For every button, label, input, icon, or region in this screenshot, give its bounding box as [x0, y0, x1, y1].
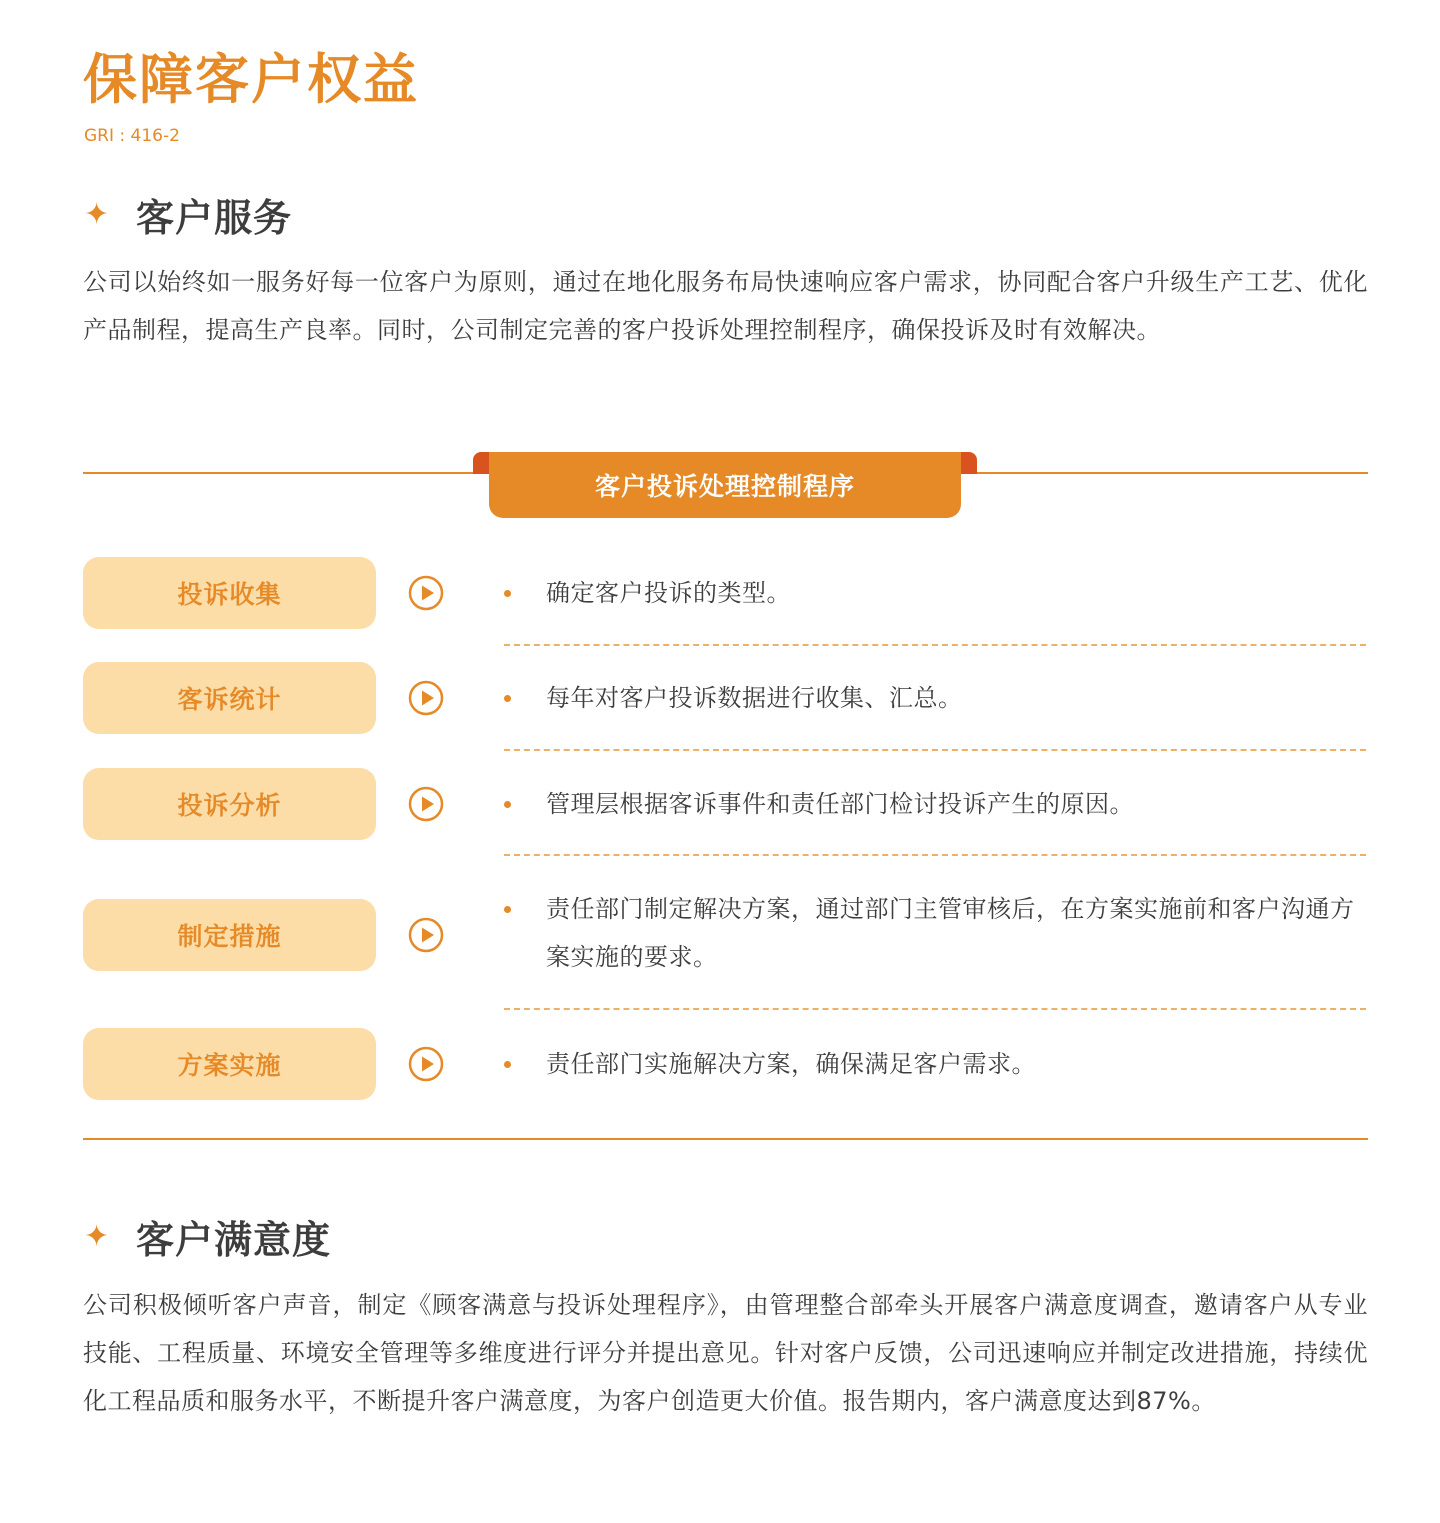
page-title: 保障客户权益	[83, 48, 419, 111]
gri-reference: GRI : 416-2	[84, 126, 180, 146]
section-heading-label: 客户服务	[136, 195, 293, 240]
dashed-separator	[504, 644, 1366, 646]
bullet-dot	[504, 590, 511, 597]
dashed-separator	[504, 854, 1366, 856]
step-description: 管理层根据客诉事件和责任部门检讨投诉产生的原因。	[546, 790, 1134, 818]
step-description: 确定客户投诉的类型。	[546, 579, 791, 607]
step-label-complaint-collection: 投诉收集	[83, 557, 376, 629]
step-label-plan-implementation: 方案实施	[83, 1028, 376, 1100]
play-circle-icon	[408, 786, 444, 822]
step-label-complaint-statistics: 客诉统计	[83, 662, 376, 734]
step-description: 责任部门制定解决方案，通过部门主管审核后，在方案实施前和客户沟通方案实施的要求。	[546, 895, 1355, 971]
bullet-dot	[504, 695, 511, 702]
bullet-dot	[504, 1061, 511, 1068]
section-heading-customer-satisfaction	[84, 1210, 331, 1262]
step-label-complaint-analysis: 投诉分析	[83, 768, 376, 840]
four-point-star-icon: ✦	[84, 1218, 111, 1254]
section-heading-label: 客户满意度	[136, 1217, 332, 1262]
procedure-bottom-divider	[83, 1138, 1368, 1140]
section-heading-customer-service	[84, 188, 292, 240]
step-description: 责任部门实施解决方案，确保满足客户需求。	[546, 1050, 1036, 1078]
play-circle-icon	[408, 575, 444, 611]
bullet-dot	[504, 906, 511, 913]
play-circle-icon	[408, 917, 444, 953]
dashed-separator	[504, 749, 1366, 751]
procedure-banner: 客户投诉处理控制程序	[489, 452, 961, 518]
step-label-formulate-measures: 制定措施	[83, 899, 376, 971]
step-description: 每年对客户投诉数据进行收集、汇总。	[546, 684, 963, 712]
play-circle-icon	[408, 1046, 444, 1082]
play-circle-icon	[408, 680, 444, 716]
dashed-separator	[504, 1008, 1366, 1010]
customer-service-paragraph: 公司以始终如一服务好每一位客户为原则，通过在地化服务布局快速响应客户需求，协同配合客户升级生产工艺、优化产品制程，提高生产良率。同时，公司制定完善的客户投诉处理控制程序，确保投诉及时有效解决。	[83, 268, 1368, 344]
four-point-star-icon: ✦	[84, 196, 111, 232]
bullet-dot	[504, 801, 511, 808]
customer-satisfaction-paragraph: 公司积极倾听客户声音，制定《顾客满意与投诉处理程序》，由管理整合部牵头开展客户满意度调查，邀请客户从专业技能、工程质量、环境安全管理等多维度进行评分并提出意见。针对客户反馈，公司迅速响应并制定改进措施，持续优化工程品质和服务水平，不断提升客户满意度，为客户创造更大价值。报告期内，客户满意度达到87%。	[83, 1291, 1368, 1415]
